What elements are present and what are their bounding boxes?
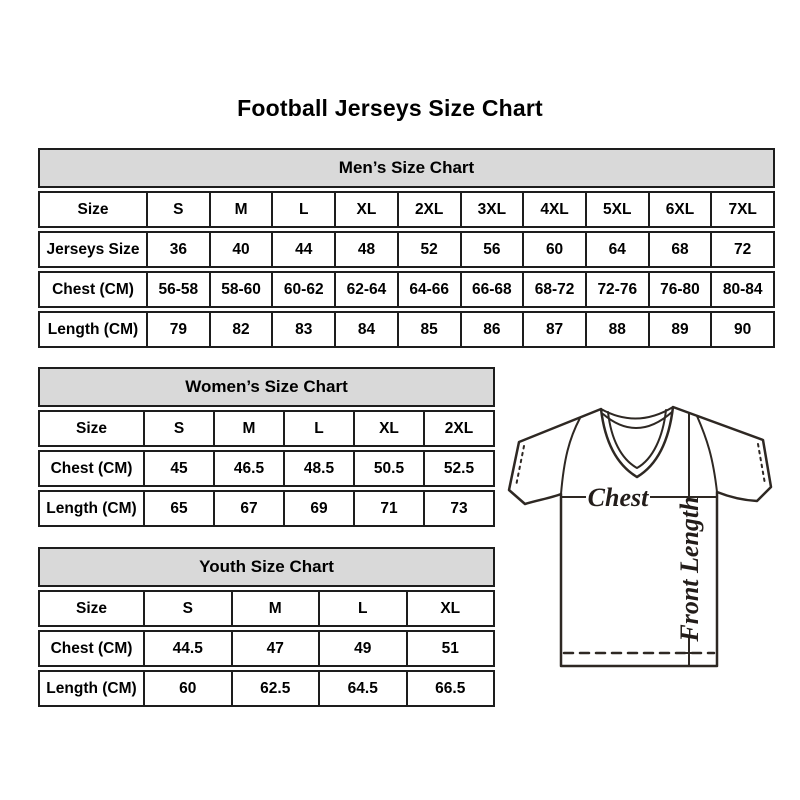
data-cell: 90 <box>712 311 775 348</box>
data-cell: 7XL <box>712 191 775 228</box>
data-cell: 60-62 <box>273 271 336 308</box>
data-cell: 52.5 <box>425 450 495 487</box>
data-cell: 47 <box>233 630 321 667</box>
table-row <box>38 670 495 707</box>
table-row <box>38 630 495 667</box>
mens-size-table <box>38 148 775 348</box>
row-label-cell: Length (CM) <box>38 490 145 527</box>
data-cell: 56 <box>462 231 525 268</box>
data-cell: L <box>273 191 336 228</box>
data-cell: 64-66 <box>399 271 462 308</box>
data-cell: XL <box>408 590 496 627</box>
data-cell: XL <box>355 410 425 447</box>
table-row <box>38 191 775 228</box>
data-cell: L <box>320 590 408 627</box>
row-label-cell: Chest (CM) <box>38 630 145 667</box>
page-title: Football Jerseys Size Chart <box>237 95 543 121</box>
data-cell: 44.5 <box>145 630 233 667</box>
data-cell: 83 <box>273 311 336 348</box>
data-cell: 36 <box>148 231 211 268</box>
data-cell: 67 <box>215 490 285 527</box>
data-cell: 89 <box>650 311 713 348</box>
data-cell: 79 <box>148 311 211 348</box>
data-cell: 62.5 <box>233 670 321 707</box>
data-cell: 3XL <box>462 191 525 228</box>
data-cell: 49 <box>320 630 408 667</box>
data-cell: 51 <box>408 630 496 667</box>
table-row <box>38 450 495 487</box>
data-cell: 82 <box>211 311 274 348</box>
youth-table-body <box>38 590 495 707</box>
data-cell: 62-64 <box>336 271 399 308</box>
row-label-cell: Chest (CM) <box>38 450 145 487</box>
row-label-cell: Length (CM) <box>38 670 145 707</box>
data-cell: 66.5 <box>408 670 496 707</box>
row-label-cell: Jerseys Size <box>38 231 148 268</box>
data-cell: 2XL <box>399 191 462 228</box>
data-cell: 5XL <box>587 191 650 228</box>
front-length-label: Front Length <box>675 496 704 642</box>
mens-table-title: Men’s Size Chart <box>38 148 775 188</box>
data-cell: 60 <box>524 231 587 268</box>
data-cell: 45 <box>145 450 215 487</box>
shirt-outline <box>509 407 771 666</box>
row-label-cell: Size <box>38 590 145 627</box>
data-cell: S <box>145 590 233 627</box>
data-cell: 88 <box>587 311 650 348</box>
table-row <box>38 311 775 348</box>
table-row <box>38 410 495 447</box>
data-cell: S <box>145 410 215 447</box>
data-cell: 66-68 <box>462 271 525 308</box>
table-row <box>38 231 775 268</box>
row-label-cell: Size <box>38 191 148 228</box>
data-cell: M <box>233 590 321 627</box>
data-cell: 72-76 <box>587 271 650 308</box>
data-cell: 72 <box>712 231 775 268</box>
data-cell: M <box>215 410 285 447</box>
data-cell: 84 <box>336 311 399 348</box>
data-cell: L <box>285 410 355 447</box>
table-row <box>38 590 495 627</box>
data-cell: 76-80 <box>650 271 713 308</box>
mens-table-body <box>38 191 775 348</box>
data-cell: 68 <box>650 231 713 268</box>
data-cell: 48.5 <box>285 450 355 487</box>
data-cell: 69 <box>285 490 355 527</box>
data-cell: 52 <box>399 231 462 268</box>
data-cell: 86 <box>462 311 525 348</box>
table-row <box>38 271 775 308</box>
data-cell: S <box>148 191 211 228</box>
jersey-diagram <box>506 399 774 671</box>
data-cell: 46.5 <box>215 450 285 487</box>
data-cell: 73 <box>425 490 495 527</box>
youth-table-title: Youth Size Chart <box>38 547 495 587</box>
womens-table-title: Women’s Size Chart <box>38 367 495 407</box>
data-cell: 4XL <box>524 191 587 228</box>
data-cell: 64 <box>587 231 650 268</box>
data-cell: 87 <box>524 311 587 348</box>
data-cell: 60 <box>145 670 233 707</box>
data-cell: 80-84 <box>712 271 775 308</box>
data-cell: XL <box>336 191 399 228</box>
data-cell: 65 <box>145 490 215 527</box>
row-label-cell: Length (CM) <box>38 311 148 348</box>
data-cell: 40 <box>211 231 274 268</box>
womens-size-table <box>38 367 495 527</box>
data-cell: 58-60 <box>211 271 274 308</box>
data-cell: 56-58 <box>148 271 211 308</box>
womens-table-body <box>38 410 495 527</box>
data-cell: 6XL <box>650 191 713 228</box>
chest-label: Chest <box>587 483 649 512</box>
data-cell: 71 <box>355 490 425 527</box>
row-label-cell: Size <box>38 410 145 447</box>
data-cell: 50.5 <box>355 450 425 487</box>
data-cell: 48 <box>336 231 399 268</box>
data-cell: M <box>211 191 274 228</box>
table-row <box>38 490 495 527</box>
data-cell: 64.5 <box>320 670 408 707</box>
data-cell: 68-72 <box>524 271 587 308</box>
data-cell: 85 <box>399 311 462 348</box>
data-cell: 44 <box>273 231 336 268</box>
collar-arcs <box>601 407 673 428</box>
youth-size-table <box>38 547 495 707</box>
row-label-cell: Chest (CM) <box>38 271 148 308</box>
data-cell: 2XL <box>425 410 495 447</box>
